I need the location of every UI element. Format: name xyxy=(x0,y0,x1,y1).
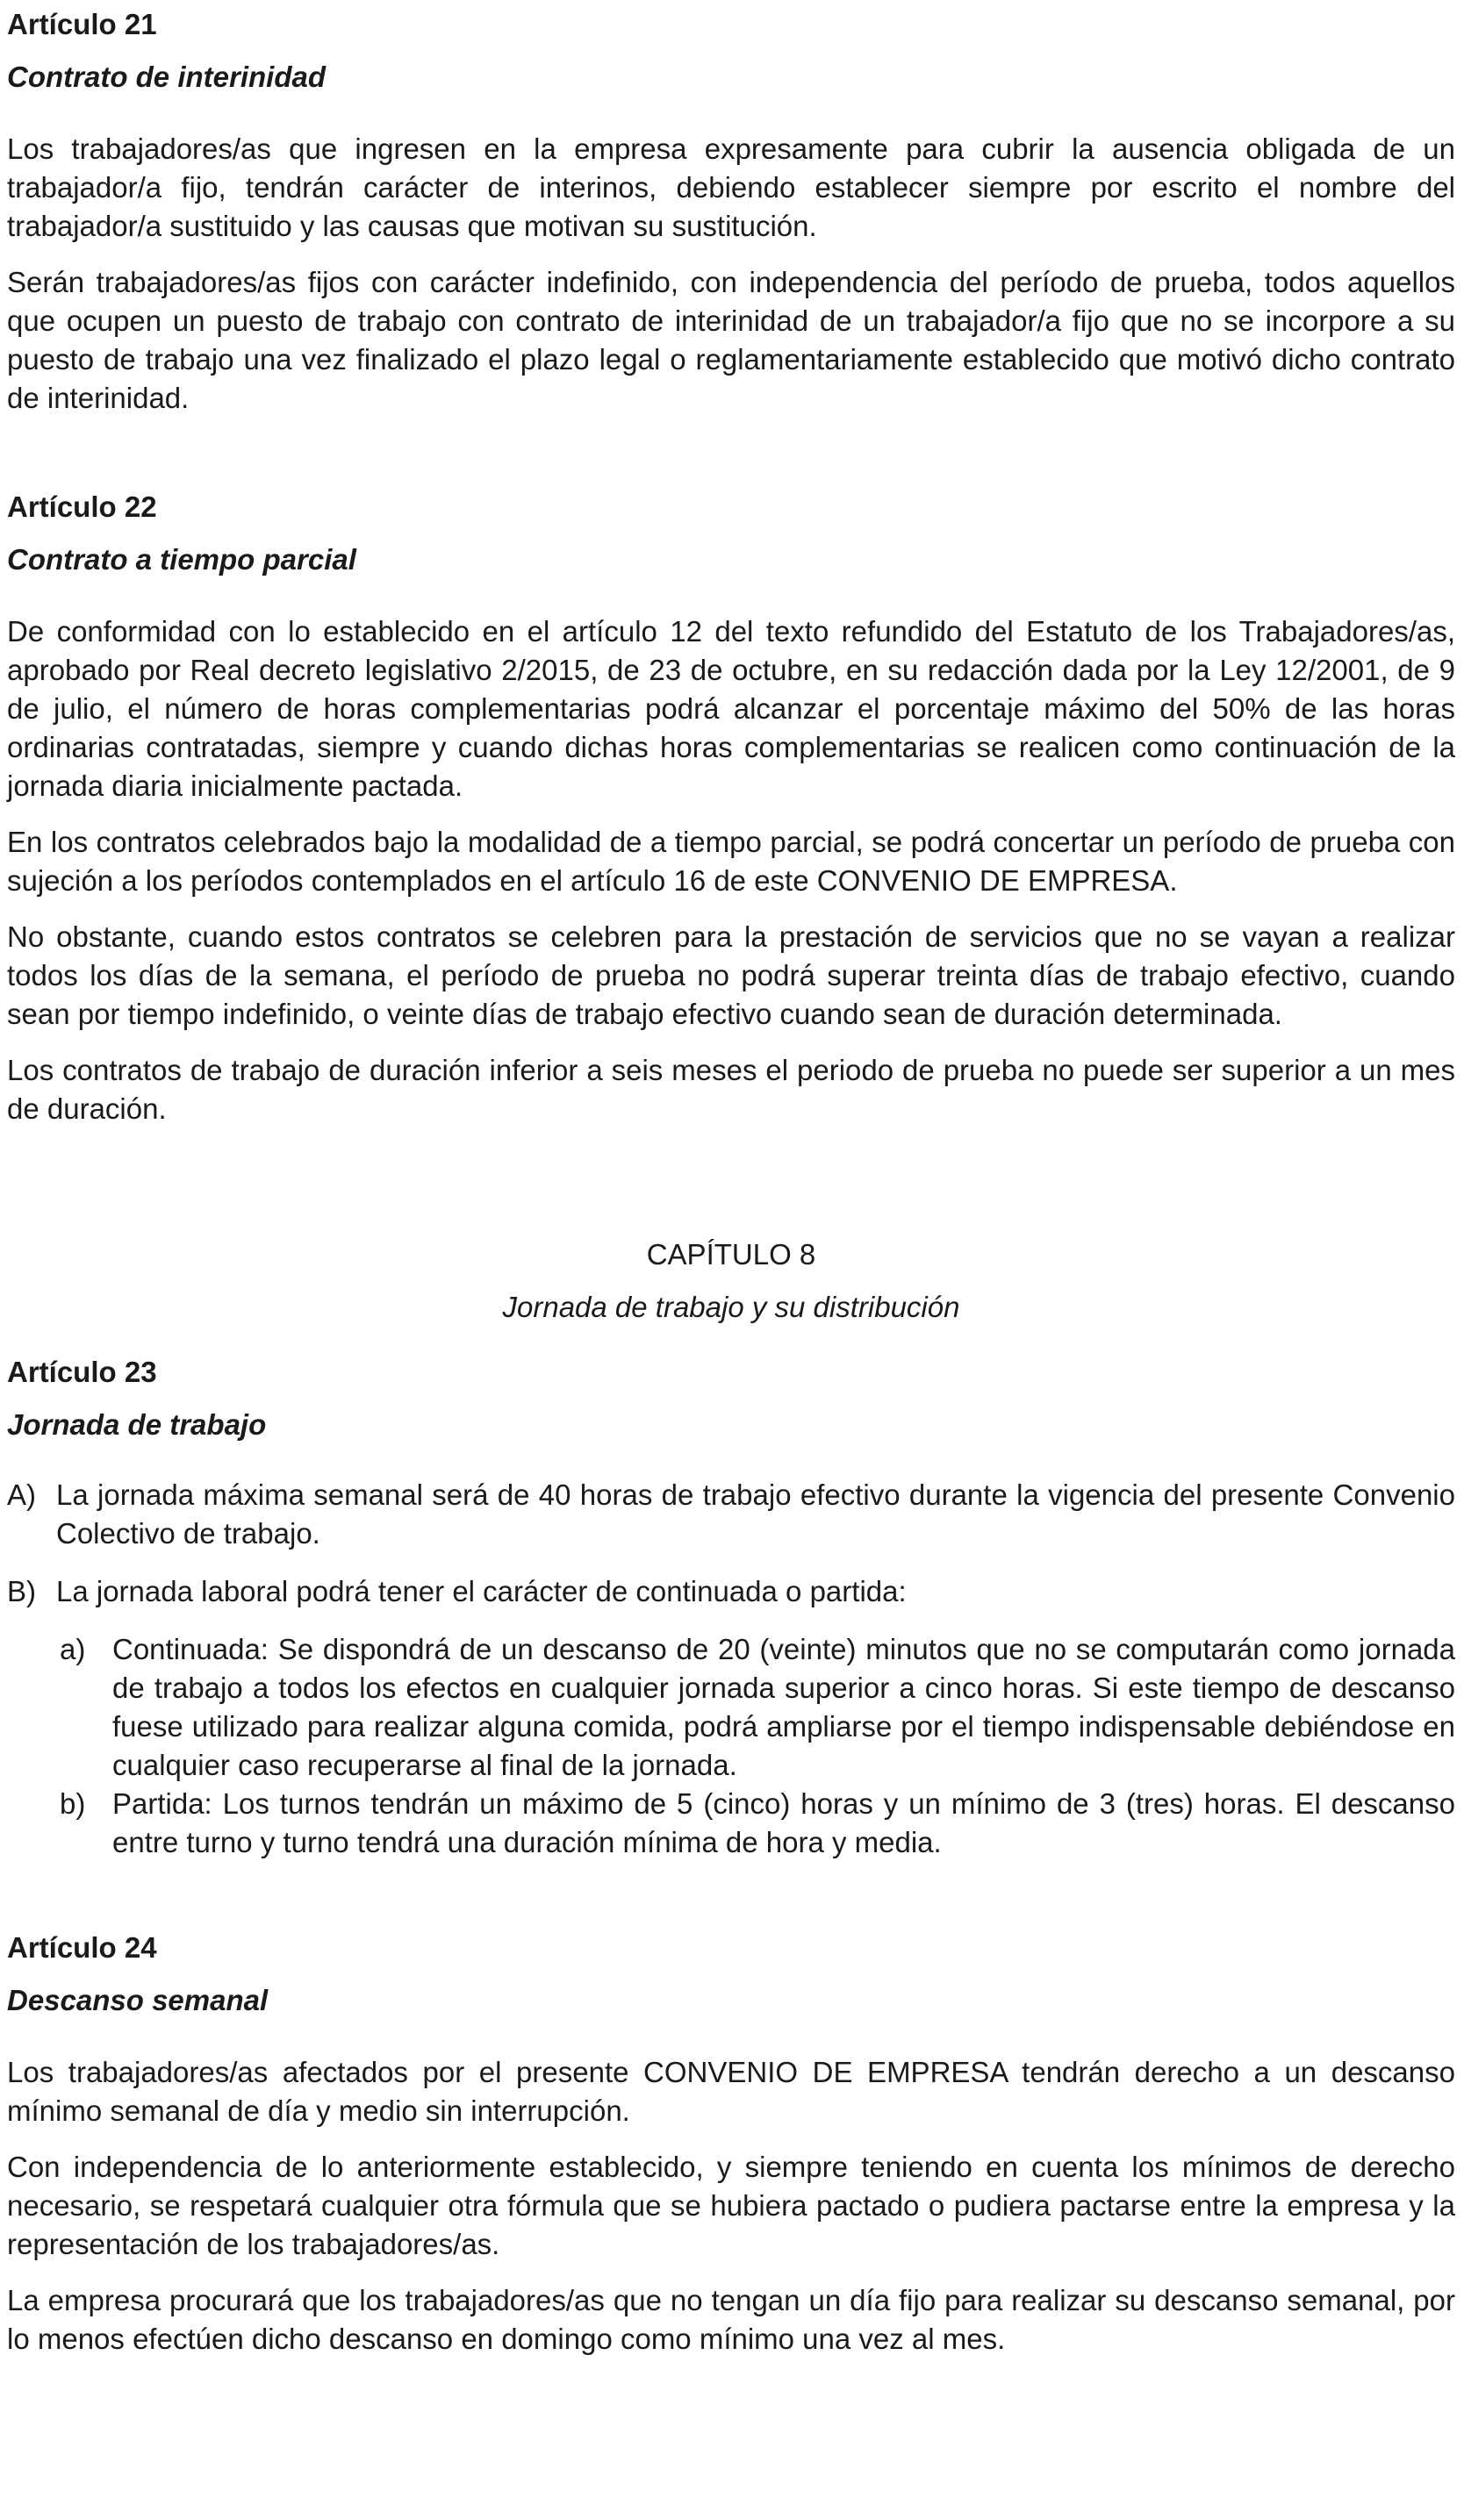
article-24-title: Artículo 24 xyxy=(7,1931,157,1964)
sublist-marker: b) xyxy=(60,1787,86,1820)
sublist-item-b xyxy=(60,1785,1455,1862)
sublist xyxy=(60,1630,1455,1862)
list-marker: B) xyxy=(7,1575,36,1607)
article-22-paragraph-3: No obstante, cuando estos contratos se celebren para la prestación de servicios que no se vayan a realizar todos los días de la semana, el período de prueba no podrá superar treinta días de trabajo efectivo, cuando sean por tiempo indefinido, o veinte días de trabajo efectivo cuando sean de duración determinada. xyxy=(7,920,1455,1030)
article-21-paragraph-2: Serán trabajadores/as fijos con carácter indefinido, con independencia del período de prueba, todos aquellos que ocupen un puesto de trabajo con contrato de interinidad de un trabajador/a fijo que no se incorpore a su puesto de trabajo una vez finalizado el plazo legal o reglamentariamente establecido que motivó dicho contrato de interinidad. xyxy=(7,266,1455,414)
article-22-paragraph-1: De conformidad con lo establecido en el artículo 12 del texto refundido del Estatuto de los Trabajadores/as, aprobado por Real decreto legislativo 2/2015, de 23 de octubre, en su redacción dada por la Ley 12/2001, de 9 de julio, el número de horas complementarias podrá alcanzar el porcentaje máximo del 50% de las horas ordinarias contratadas, siempre y cuando dichas horas complementarias se realicen como continuación de la jornada diaria inicialmente pactada. xyxy=(7,615,1455,802)
sublist-text: Continuada: Se dispondrá de un descanso de 20 (veinte) minutos que no se computarán como jornada de trabajo a todos los efectos en cualquier jornada superior a cinco horas. Si este tiempo de descanso fuese utilizado para realizar alguna comida, podrá ampliarse por el tiempo indispensable debiéndose en cualquier caso recuperarse al final de la jornada. xyxy=(112,1633,1455,1781)
article-24-paragraph-3: La empresa procurará que los trabajadores/as que no tengan un día fijo para realizar su descanso semanal, por lo menos efectúen dicho descanso en domingo como mínimo una vez al mes. xyxy=(7,2284,1455,2355)
document-page xyxy=(7,7,1455,2359)
sublist-item-a xyxy=(60,1630,1455,1785)
article-22-paragraph-4: Los contratos de trabajo de duración inferior a seis meses el periodo de prueba no puede ser superior a un mes de duración. xyxy=(7,1054,1455,1125)
article-22 xyxy=(7,490,1455,1128)
chapter-number: CAPÍTULO 8 xyxy=(646,1238,816,1271)
article-23-subtitle: Jornada de trabajo xyxy=(7,1408,267,1441)
article-24-paragraph-2: Con independencia de lo anteriormente establecido, y siempre teniendo en cuenta los mínimos de derecho necesario, se respetará cualquier otra fórmula que se hubiera pactado o pudiera pactarse entre la empresa y la representación de los trabajadores/as. xyxy=(7,2151,1455,2260)
article-21-title: Artículo 21 xyxy=(7,8,157,40)
article-24 xyxy=(7,1930,1455,2359)
article-21 xyxy=(7,7,1455,418)
article-22-subtitle: Contrato a tiempo parcial xyxy=(7,543,356,576)
article-23-title: Artículo 23 xyxy=(7,1356,157,1388)
article-21-subtitle: Contrato de interinidad xyxy=(7,61,326,93)
article-22-title: Artículo 22 xyxy=(7,490,157,523)
list-item-A xyxy=(7,1476,1455,1553)
sublist-text: Partida: Los turnos tendrán un máximo de 5 (cinco) horas y un mínimo de 3 (tres) horas. El descanso entre turno y turno tendrá una duración mínima de hora y media. xyxy=(112,1787,1455,1858)
list-marker: A) xyxy=(7,1478,36,1511)
list-text: La jornada máxima semanal será de 40 horas de trabajo efectivo durante la vigencia del presente Convenio Colectivo de trabajo. xyxy=(56,1478,1455,1550)
sublist-marker: a) xyxy=(60,1633,86,1665)
article-24-subtitle: Descanso semanal xyxy=(7,1984,269,2016)
chapter-8-heading xyxy=(7,1237,1455,1325)
chapter-subtitle: Jornada de trabajo y su distribución xyxy=(502,1291,960,1323)
article-22-paragraph-2: En los contratos celebrados bajo la modalidad de a tiempo parcial, se podrá concertar un período de prueba con sujeción a los períodos contemplados en el artículo 16 de este CONVENIO DE EMPRESA. xyxy=(7,826,1455,897)
list-item-B xyxy=(7,1572,1455,1611)
article-23 xyxy=(7,1355,1455,1862)
list-text: La jornada laboral podrá tener el carácter de continuada o partida: xyxy=(56,1575,907,1607)
article-21-paragraph-1: Los trabajadores/as que ingresen en la empresa expresamente para cubrir la ausencia obligada de un trabajador/a fijo, tendrán carácter de interinos, debiendo establecer siempre por escrito el nombre del trabajador/a sustituido y las causas que motivan su sustitución. xyxy=(7,132,1455,242)
article-24-paragraph-1: Los trabajadores/as afectados por el presente CONVENIO DE EMPRESA tendrán derecho a un descanso mínimo semanal de día y medio sin interrupción. xyxy=(7,2056,1455,2127)
